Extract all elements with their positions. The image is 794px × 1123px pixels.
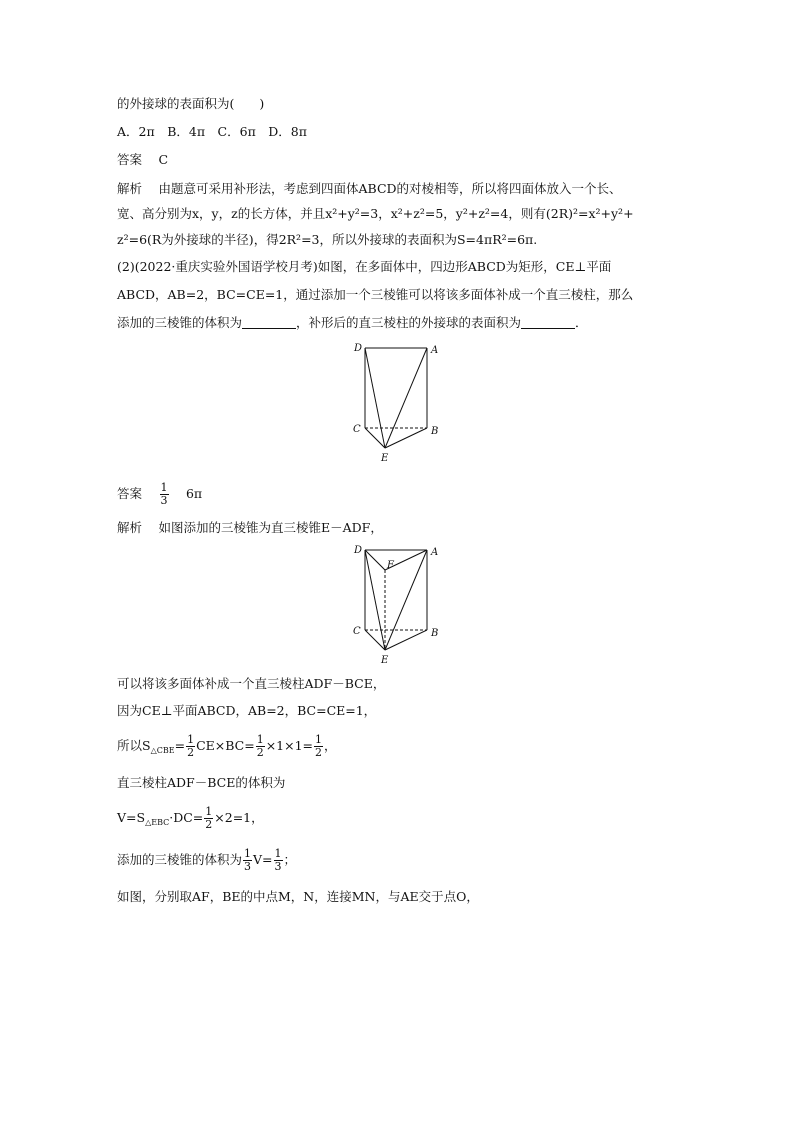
q2-step-1: 可以将该多面体补成一个直三棱柱ADF－BCE， xyxy=(117,676,386,691)
label-C: C xyxy=(353,424,361,435)
analysis-text: 如图添加的三棱锥为直三棱锥E－ADF， xyxy=(158,520,383,535)
q2-step-5: $V=S_{\triangle EBC}\cdot DC=$ $\frac{1}{2}$ ×2=1， xyxy=(117,805,264,831)
label-B: B xyxy=(431,628,439,639)
label-C: C xyxy=(353,626,361,637)
answer-blank-2 xyxy=(521,316,575,329)
q1-answer-line xyxy=(117,152,168,168)
answer-blank-1 xyxy=(242,316,296,329)
analysis-label: 解析 xyxy=(117,520,143,535)
q1-stem-tail: 的外接球的表面积为( ) xyxy=(117,96,265,111)
q1-options: A．2π B．4π C．6π D．8π xyxy=(117,124,307,139)
analysis-text: 由题意可采用补形法，考虑到四面体ABCD的对棱相等，所以将四面体放入一个长、 xyxy=(158,181,622,196)
q2-step-3: 所以$S_{\triangle CBE}=$ $\frac{1}{2}$ CE×BC= $\frac{1}{2}$ ×1×1= $\frac{1}{2}$ ， xyxy=(117,733,337,759)
label-E: E xyxy=(381,453,389,464)
answer-fraction: $\frac{1}{3}$ xyxy=(160,481,168,507)
q2-line-1: (2)(2022·重庆实验外国语学校月考)如图，在多面体中，四边形ABCD为矩形，CE⊥平面 xyxy=(117,259,612,274)
label-D: D xyxy=(354,545,363,556)
q2-analysis-0 xyxy=(117,520,383,536)
label-D: D xyxy=(354,343,363,354)
fraction-half: $\frac{1}{2}$ xyxy=(205,805,213,831)
q2-step-6: 添加的三棱锥的体积为 $\frac{1}{3}$ V= $\frac{1}{3}$ ； xyxy=(117,847,297,873)
q2-line-3 xyxy=(117,315,588,331)
q1-analysis-2: 宽、高分别为x，y，z的长方体，并且x²+y²=3，x²+z²=5，y²+z²=4，则有(2R)²=x²+y²+ xyxy=(117,206,634,221)
q2-step-7: 如图，分别取AF，BE的中点M，N，连接MN，与AE交于点O， xyxy=(117,889,479,904)
fraction-half: $\frac{1}{2}$ xyxy=(187,733,195,759)
label-A: A xyxy=(431,345,439,356)
q2-line-3c: ． xyxy=(575,315,588,330)
fraction-third: $\frac{1}{3}$ xyxy=(244,847,252,873)
q1-analysis-1 xyxy=(117,181,622,197)
label-E: E xyxy=(381,655,389,666)
q2-line-2: ABCD，AB=2，BC=CE=1，通过添加一个三棱锥可以将该多面体补成一个直三棱柱，那么 xyxy=(117,287,634,302)
answer-label: 答案 xyxy=(117,152,143,167)
answer-label: 答案 xyxy=(117,486,143,501)
analysis-label: 解析 xyxy=(117,181,143,196)
q2-line-3a: 添加的三棱锥的体积为 xyxy=(117,315,243,330)
label-F: F xyxy=(387,560,394,571)
q1-analysis-3: z²=6(R为外接球的半径)，得2R²=3，所以外接球的表面积为S=4πR²=6π. xyxy=(117,232,538,247)
fraction-third: $\frac{1}{3}$ xyxy=(274,847,282,873)
q2-step-2: 因为CE⊥平面ABCD，AB=2，BC=CE=1， xyxy=(117,703,377,718)
fraction-half: $\frac{1}{2}$ xyxy=(256,733,264,759)
polyhedron-figure-2 xyxy=(345,542,465,667)
polyhedron-figure-1 xyxy=(345,340,465,465)
label-A: A xyxy=(431,547,439,558)
label-B: B xyxy=(431,426,439,437)
fraction-half: $\frac{1}{2}$ xyxy=(315,733,323,759)
q2-answer-line xyxy=(117,482,202,507)
answer-value: C xyxy=(158,152,169,167)
q2-line-3b: ，补形后的直三棱柱的外接球的表面积为 xyxy=(296,315,522,330)
q2-step-4: 直三棱柱ADF－BCE的体积为 xyxy=(117,775,286,790)
answer-value-2: 6π xyxy=(185,486,203,501)
